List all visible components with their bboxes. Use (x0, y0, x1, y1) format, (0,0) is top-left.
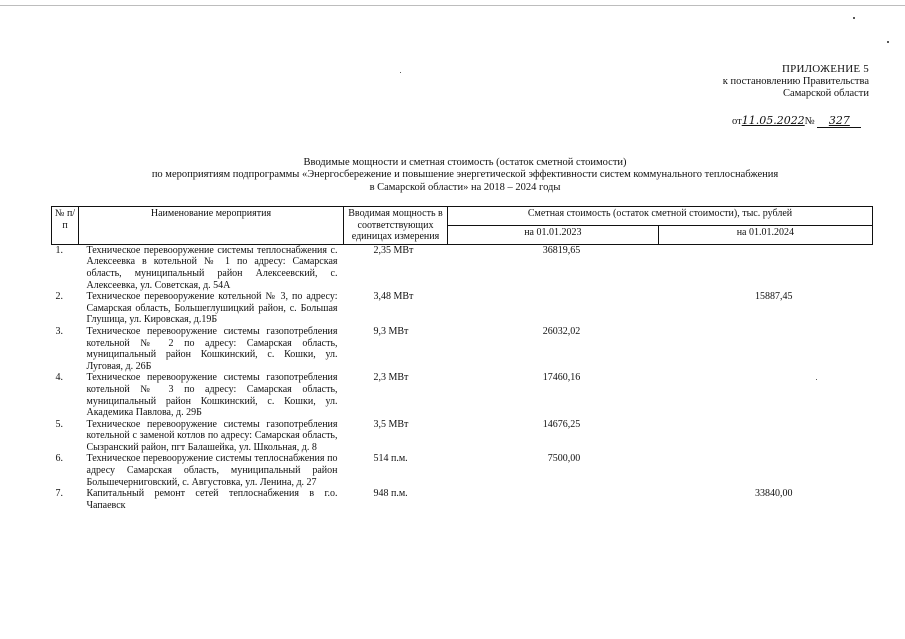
scan-speck (400, 72, 401, 73)
header-cost: Сметная стоимость (остаток сметной стоимости), тыс. рублей (448, 207, 873, 226)
row-capacity: 2,3 МВт (373, 372, 409, 384)
row-cost-2023: 26032,02 (542, 325, 581, 337)
row-cost-2023: 36819,65 (542, 244, 581, 256)
table-row (52, 372, 873, 418)
row-cost-2024 (658, 419, 872, 454)
decree-date: 11.05.2022 (741, 114, 805, 127)
row-capacity: 948 п.м. (373, 488, 408, 500)
row-name: Техническое перевооружение системы газопотребления котельной № 3 по адресу: Самарская область, муниципальный район Кошкинский, с. Кошки, ул. Академика Павлова, д. 29Б (86, 372, 338, 419)
scan-top-border (0, 5, 905, 6)
row-cost-2024 (658, 372, 872, 418)
row-cost-2024: 15887,45 (755, 291, 793, 303)
row-cost-2024: 33840,00 (755, 488, 793, 500)
row-num: 5. (55, 418, 63, 430)
document-title (120, 157, 810, 194)
row-name: Техническое перевооружение системы газопотребления котельной с заменой котлов по адресу: Самарская область, Сызранский район, пгт Балашейка, ул. Школьная, д. 8 (86, 418, 338, 453)
row-num: 6. (55, 453, 63, 465)
row-cost-2024 (658, 244, 872, 291)
row-name: Техническое перевооружение котельной № 3, по адресу: Самарская область, Большеглушицкий район, с. Большая Глушица, ул. Кировская, д.19Б (86, 291, 338, 326)
row-capacity: 3,5 МВт (373, 418, 409, 430)
row-cost-2023: 7500,00 (547, 453, 581, 465)
row-cost-2023: 17460,16 (542, 372, 581, 384)
decree-number: 327 (817, 114, 861, 128)
appendix-line-1: к постановлению Правительства (722, 75, 869, 87)
row-name: Техническое перевооружение системы газопотребления котельной № 2 по адресу: Самарская область, муниципальный район Кошкинский, с. Кошки, ул. Луговая, д. 26Б (86, 325, 338, 372)
title-line-1: Вводимые мощности и сметная стоимость (остаток сметной стоимости) (303, 157, 627, 168)
row-name: Техническое перевооружение системы теплоснабжения с. Алексеевка в котельной № 1 по адресу: Самарская область, муниципальный район Алексеевский, с. Алексеевка, ул. Советская, д. 54А (86, 244, 338, 291)
decree-number-label: № (804, 116, 815, 127)
title-line-2: по мероприятиям подпрограммы «Энергосбережение и повышение энергетической эффективности систем коммунального теплоснабжения (151, 169, 779, 181)
row-num: 3. (55, 325, 63, 337)
header-capacity: Вводимая мощность в соответствующих единицах измерения (344, 207, 448, 245)
table-row (52, 244, 873, 291)
row-cost-2024 (658, 453, 872, 488)
row-num: 2. (55, 291, 63, 303)
header-name: Наименование мероприятия (79, 207, 344, 245)
appendix-line-2: Самарской области (783, 88, 869, 99)
row-num: 1. (55, 244, 63, 256)
table-row (52, 419, 873, 454)
row-capacity: 2,35 МВт (373, 244, 414, 256)
row-cost-2024 (658, 326, 872, 372)
table-row (52, 291, 873, 326)
appendix-heading: ПРИЛОЖЕНИЕ 5 (782, 63, 869, 75)
row-cost-2023 (448, 488, 659, 511)
row-num: 4. (55, 372, 63, 384)
scan-speck (853, 17, 855, 19)
title-line-3: в Самарской области» на 2018 – 2024 годы (369, 181, 561, 193)
decree-from-label: от (732, 116, 742, 127)
row-num: 7. (55, 488, 63, 500)
decree-reference (732, 114, 861, 128)
appendix-header (649, 63, 869, 101)
measures-table (51, 206, 873, 511)
table-row (52, 488, 873, 511)
row-name: Техническое перевооружение системы теплоснабжения по адресу Самарская область, муниципальный район Большечерниговский, с. Августовка, ул. Ленина, д. 27 (86, 453, 338, 488)
scan-speck (887, 41, 889, 43)
row-name: Капитальный ремонт сетей теплоснабжения в г.о. Чапаевск (86, 488, 338, 511)
header-cost-2023: на 01.01.2023 (448, 225, 659, 244)
row-capacity: 9,3 МВт (373, 325, 409, 337)
table-row (52, 326, 873, 372)
header-num: № п/п (52, 207, 79, 245)
table-row (52, 453, 873, 488)
row-cost-2023 (448, 291, 659, 326)
scan-speck (816, 379, 817, 380)
row-cost-2023: 14676,25 (542, 418, 581, 430)
header-cost-2024: на 01.01.2024 (658, 225, 872, 244)
row-capacity: 514 п.м. (373, 453, 408, 465)
row-capacity: 3,48 МВт (373, 291, 414, 303)
